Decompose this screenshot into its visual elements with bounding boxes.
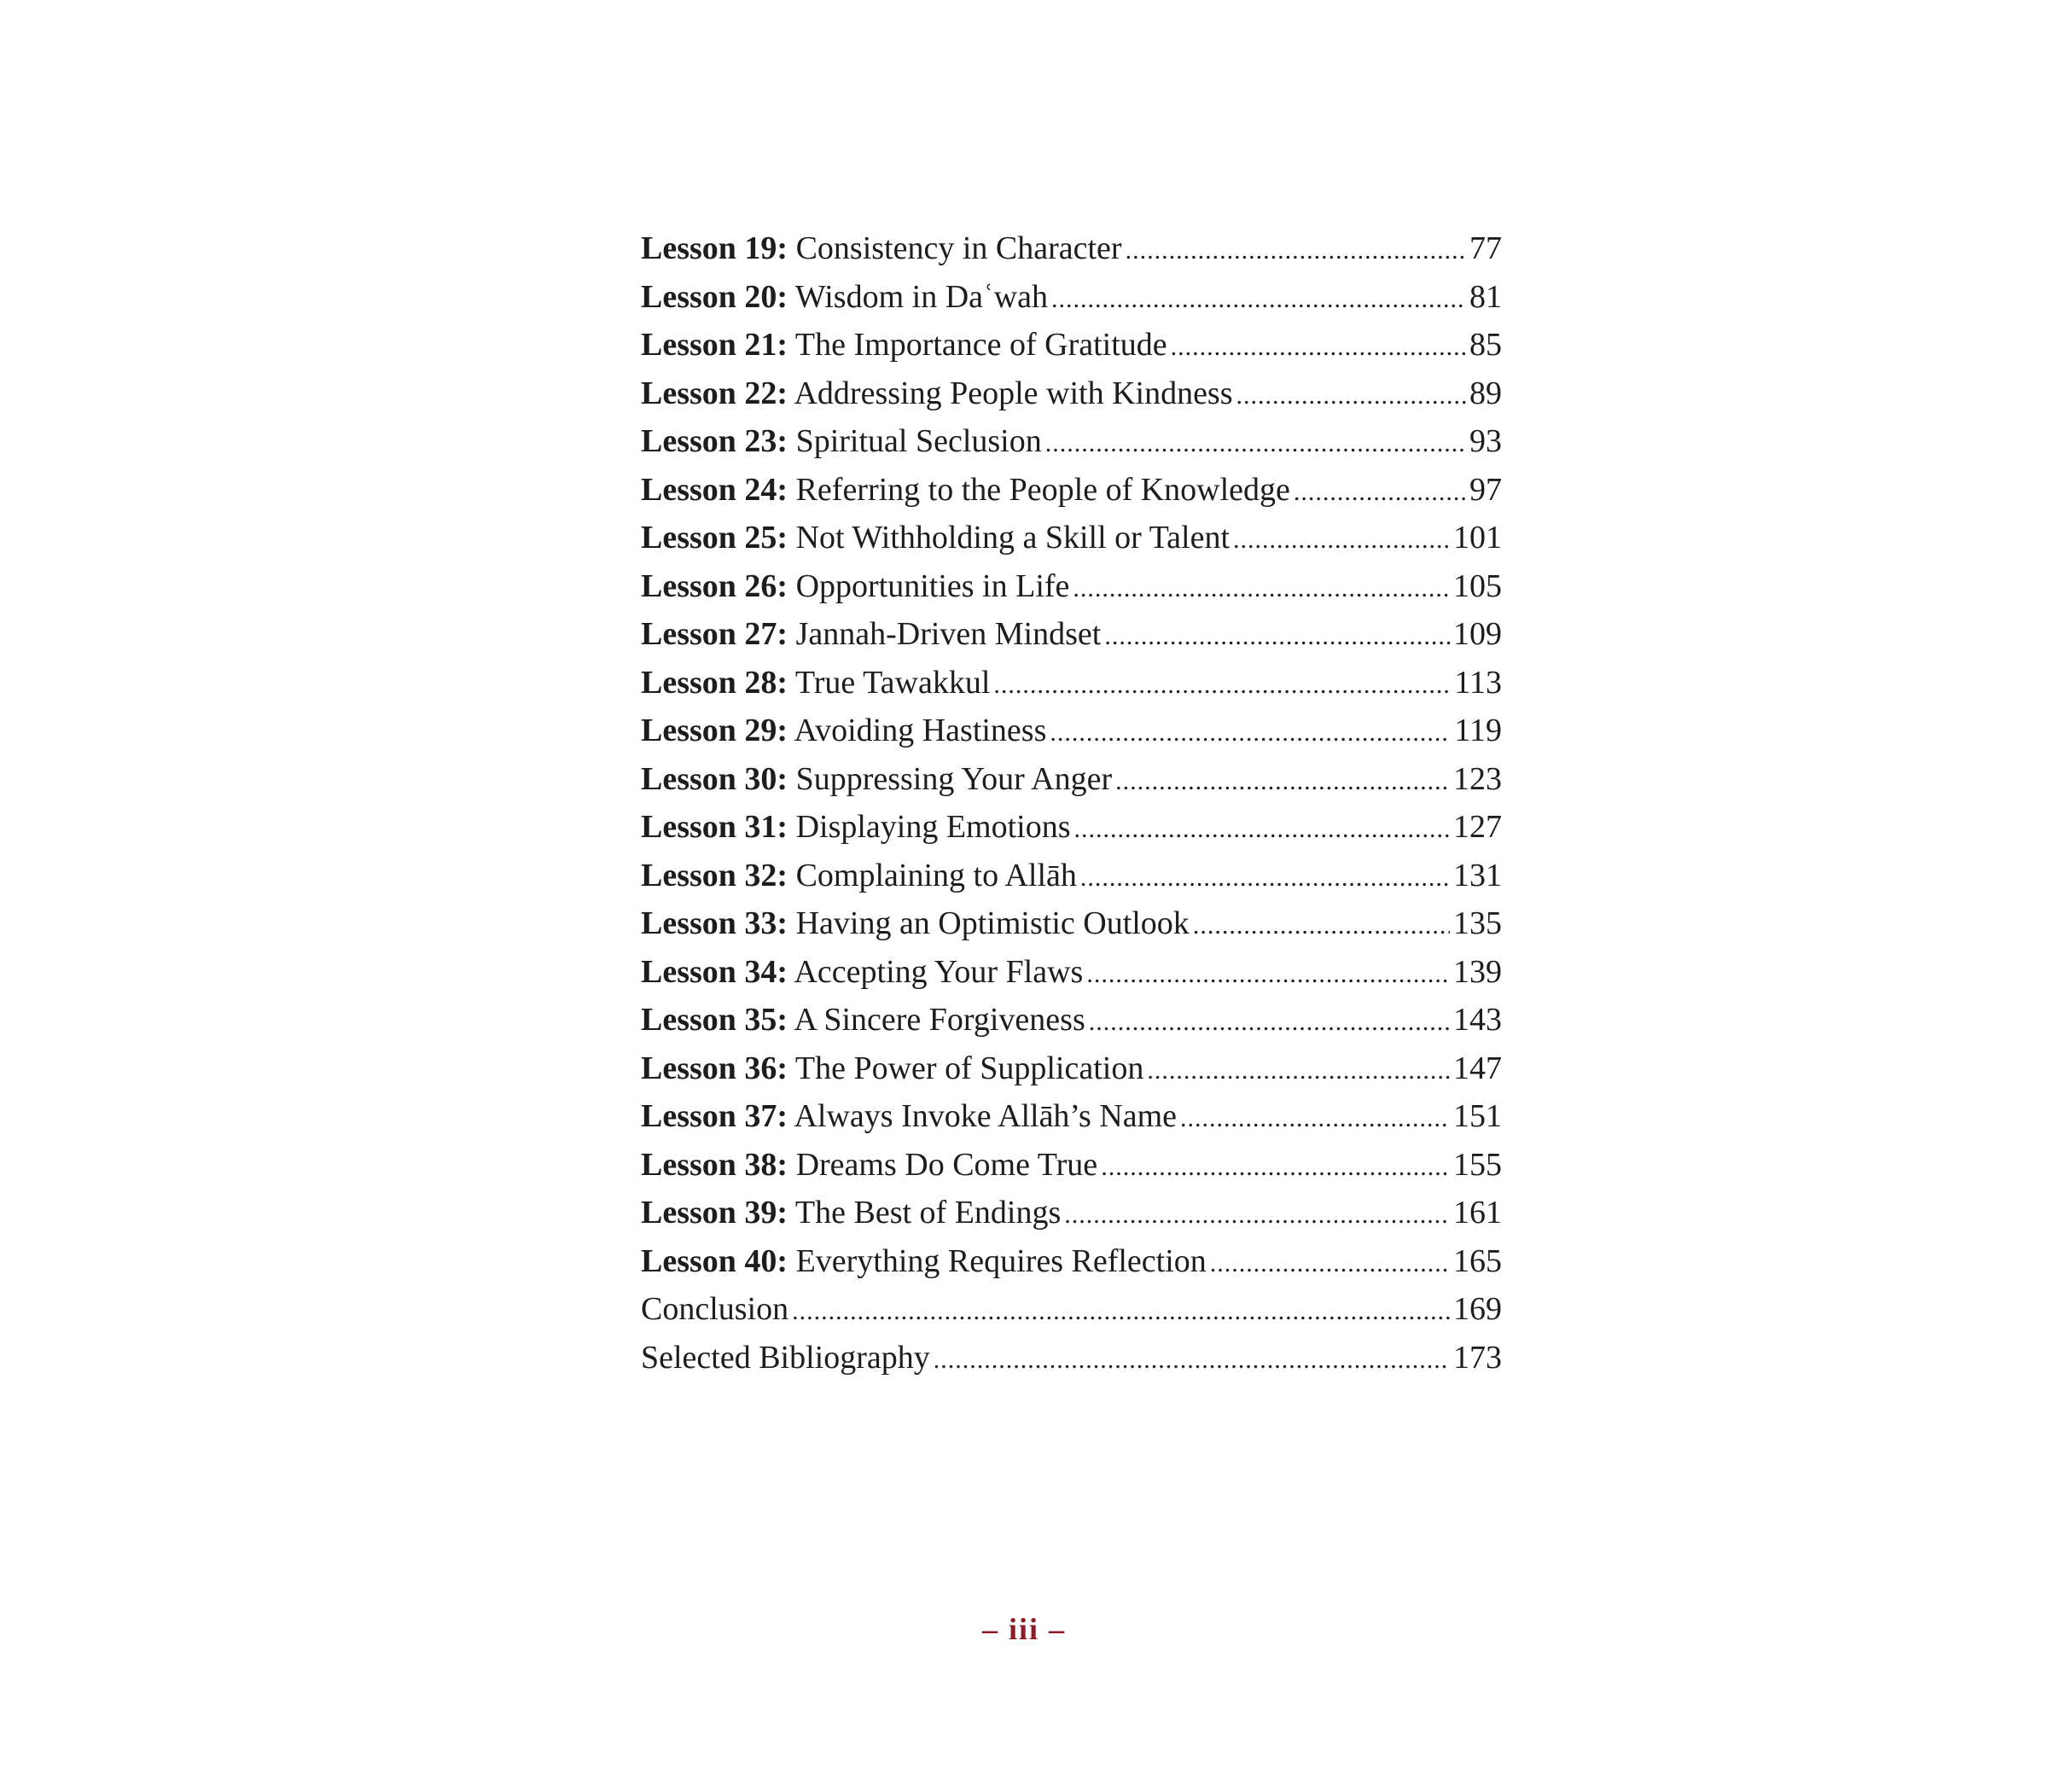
lesson-title: Accepting Your Flaws xyxy=(794,953,1084,990)
page-number: 173 xyxy=(1453,1339,1502,1376)
page-number: 119 xyxy=(1454,713,1502,748)
dot-leader xyxy=(1210,1240,1450,1289)
toc-entry[interactable] xyxy=(641,1334,1502,1382)
dot-leader xyxy=(993,661,1451,710)
dot-leader xyxy=(1086,951,1450,999)
lesson-title: Addressing People with Kindness xyxy=(794,375,1233,411)
lesson-number: Lesson 28: xyxy=(641,664,788,701)
lesson-title: Wisdom in Daʿwah xyxy=(794,278,1048,315)
page-number: 81 xyxy=(1469,278,1502,315)
page-number: 151 xyxy=(1453,1098,1502,1134)
lesson-title: Spiritual Seclusion xyxy=(795,423,1042,459)
lesson-title: Dreams Do Come True xyxy=(795,1146,1098,1183)
lesson-number: Lesson 22: xyxy=(641,375,788,411)
toc-entry[interactable] xyxy=(641,1285,1502,1334)
toc-entry[interactable] xyxy=(641,224,1502,273)
lesson-number: Lesson 37: xyxy=(641,1098,788,1134)
dot-leader xyxy=(1089,998,1450,1047)
lesson-number: Lesson 29: xyxy=(641,713,788,748)
lesson-number: Lesson 19: xyxy=(641,230,788,266)
page-number: 101 xyxy=(1453,520,1502,556)
lesson-title: Displaying Emotions xyxy=(795,809,1071,845)
dot-leader xyxy=(1050,709,1451,758)
dot-leader xyxy=(1193,902,1450,951)
dot-leader xyxy=(934,1336,1450,1385)
lesson-number: Lesson 35: xyxy=(641,1002,788,1038)
lesson-title: Consistency in Character xyxy=(795,230,1122,266)
toc-entry[interactable] xyxy=(641,610,1502,659)
section-title: Conclusion xyxy=(641,1291,789,1327)
toc-entry[interactable] xyxy=(641,1141,1502,1190)
page-number: 155 xyxy=(1453,1146,1502,1183)
lesson-number: Lesson 23: xyxy=(641,423,788,459)
page-number: 123 xyxy=(1453,760,1502,797)
toc-entry[interactable] xyxy=(641,803,1502,852)
page-number: 147 xyxy=(1453,1050,1502,1086)
page-number: 93 xyxy=(1469,423,1502,459)
dot-leader xyxy=(1064,1191,1450,1240)
toc-entry[interactable] xyxy=(641,562,1502,611)
dot-leader xyxy=(1104,613,1450,661)
page-number: 143 xyxy=(1453,1002,1502,1038)
lesson-title: Not Withholding a Skill or Talent xyxy=(795,520,1231,556)
lesson-title: The Best of Endings xyxy=(794,1195,1062,1231)
lesson-number: Lesson 31: xyxy=(641,809,788,845)
lesson-title: Always Invoke Allāh’s Name xyxy=(794,1098,1178,1134)
lesson-title: Jannah-Driven Mindset xyxy=(795,616,1102,652)
lesson-title: Having an Optimistic Outlook xyxy=(795,905,1190,941)
lesson-title: Avoiding Hastiness xyxy=(794,713,1047,748)
page-number: 161 xyxy=(1453,1195,1502,1231)
section-title: Selected Bibliography xyxy=(641,1339,930,1376)
dot-leader xyxy=(1180,1095,1450,1143)
toc-entry[interactable] xyxy=(641,996,1502,1044)
lesson-number: Lesson 39: xyxy=(641,1195,788,1231)
dot-leader xyxy=(1115,758,1450,806)
dot-leader xyxy=(792,1288,1450,1336)
dot-leader xyxy=(1080,854,1450,903)
dot-leader xyxy=(1073,565,1450,614)
toc-entry[interactable] xyxy=(641,514,1502,562)
lesson-number: Lesson 33: xyxy=(641,905,788,941)
page-number: 109 xyxy=(1453,616,1502,652)
lesson-number: Lesson 30: xyxy=(641,760,788,797)
lesson-number: Lesson 25: xyxy=(641,520,788,556)
lesson-number: Lesson 40: xyxy=(641,1242,788,1279)
dot-leader xyxy=(1045,420,1466,468)
page-number: 77 xyxy=(1469,230,1502,266)
toc-entry[interactable] xyxy=(641,755,1502,804)
lesson-number: Lesson 24: xyxy=(641,471,788,508)
dot-leader xyxy=(1126,227,1466,276)
lesson-title: Everything Requires Reflection xyxy=(795,1242,1207,1279)
lesson-number: Lesson 20: xyxy=(641,278,788,315)
toc-entry[interactable] xyxy=(641,417,1502,466)
page-number: 139 xyxy=(1453,953,1502,990)
table-of-contents xyxy=(641,224,1502,1382)
lesson-title: A Sincere Forgiveness xyxy=(794,1002,1085,1038)
lesson-title: Opportunities in Life xyxy=(795,567,1070,604)
lesson-number: Lesson 32: xyxy=(641,857,788,893)
page-number: 97 xyxy=(1469,471,1502,508)
dot-leader xyxy=(1233,516,1450,565)
lesson-title: Complaining to Allāh xyxy=(795,857,1077,893)
lesson-number: Lesson 26: xyxy=(641,567,788,604)
toc-entry[interactable] xyxy=(641,1189,1502,1237)
lesson-number: Lesson 27: xyxy=(641,616,788,652)
toc-entry[interactable] xyxy=(641,659,1502,707)
toc-entry[interactable] xyxy=(641,899,1502,948)
page-folio: – iii – xyxy=(981,1612,1066,1646)
toc-entry[interactable] xyxy=(641,1237,1502,1286)
page-number: 105 xyxy=(1453,567,1502,604)
lesson-title: Suppressing Your Anger xyxy=(795,760,1113,797)
lesson-number: Lesson 34: xyxy=(641,953,788,990)
dot-leader xyxy=(1051,276,1466,324)
page-number: 127 xyxy=(1453,809,1502,845)
toc-entry[interactable] xyxy=(641,852,1502,900)
page-number: 165 xyxy=(1453,1242,1502,1279)
lesson-number: Lesson 21: xyxy=(641,327,788,363)
lesson-title: True Tawakkul xyxy=(794,664,991,701)
dot-leader xyxy=(1171,323,1466,372)
lesson-title: The Power of Supplication xyxy=(794,1050,1144,1086)
dot-leader xyxy=(1236,372,1466,421)
dot-leader xyxy=(1294,468,1466,517)
toc-entry[interactable] xyxy=(641,1092,1502,1141)
lesson-title: The Importance of Gratitude xyxy=(794,327,1167,363)
page-number: 85 xyxy=(1469,327,1502,363)
toc-entry[interactable] xyxy=(641,466,1502,515)
toc-entry[interactable] xyxy=(641,321,1502,369)
toc-entry[interactable] xyxy=(641,707,1502,755)
dot-leader xyxy=(1101,1143,1450,1192)
toc-entry[interactable] xyxy=(641,1044,1502,1093)
lesson-number: Lesson 36: xyxy=(641,1050,788,1086)
page-number: 89 xyxy=(1469,375,1502,411)
page-number: 113 xyxy=(1454,664,1502,701)
toc-entry[interactable] xyxy=(641,948,1502,997)
lesson-title: Referring to the People of Knowledge xyxy=(795,471,1290,508)
toc-entry[interactable] xyxy=(641,369,1502,418)
dot-leader xyxy=(1074,806,1450,854)
page-number: 135 xyxy=(1453,905,1502,941)
toc-entry[interactable] xyxy=(641,273,1502,322)
dot-leader xyxy=(1147,1047,1450,1096)
page-number: 131 xyxy=(1453,857,1502,893)
page-number: 169 xyxy=(1453,1291,1502,1327)
lesson-number: Lesson 38: xyxy=(641,1146,788,1183)
